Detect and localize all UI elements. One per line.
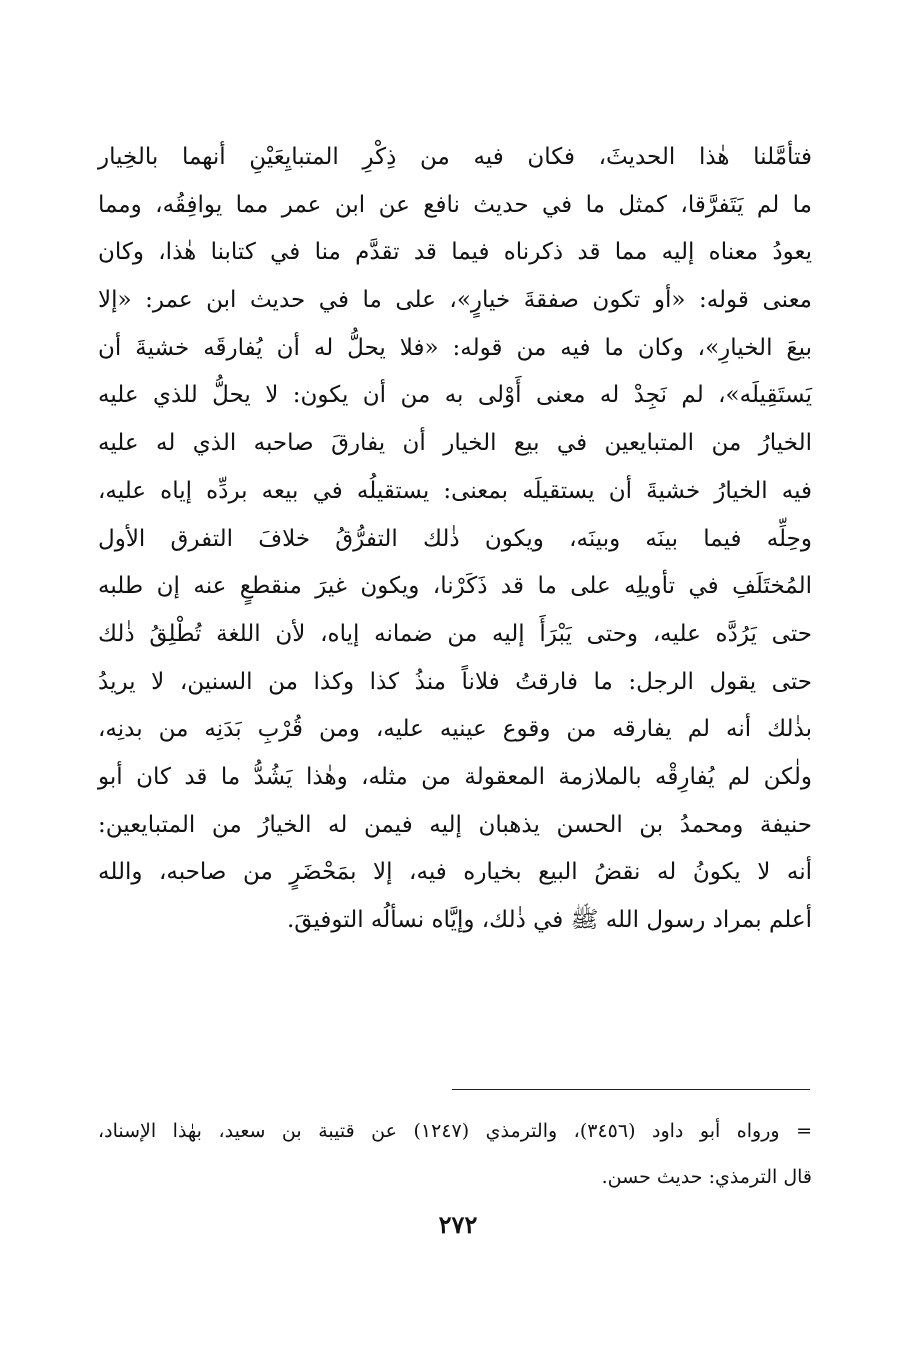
text-line: بيعَ الخيارِ»، وكان ما فيه من قوله: «فلا يحلُّ له أن يُفارقَه خشيةَ أن: [98, 334, 812, 361]
text-line: حتى يقول الرجل: ما فارقتُ فلاناً منذُ كذا وكذا من السنين، لا يريدُ: [98, 668, 812, 695]
text-line: يعودُ معناه إليه مما قد ذكرناه فيما قد تقدَّم منا في كتابنا هٰذا، وكان: [98, 239, 812, 266]
text-line-last: أعلم بمراد رسول الله ﷺ في ذٰلك، وإيَّاه نسألُه التوفيقَ.: [286, 907, 812, 933]
text-line: فتأمَّلنا هٰذا الحديثَ، فكان فيه من ذِكْرِ المتبايِعَيْنِ أنهما بالخِيار: [98, 144, 812, 170]
text-line: بذٰلك أنه لم يفارقه من وقوع عينيه عليه، ومن قُرْبِ بَدَنِه من بدنِه،: [98, 716, 812, 743]
text-line: المُختَلَفِ في تأويلِه على ما قد ذَكَرْنا، ويكون غيرَ منقطعٍ عنه إن طلبه: [98, 573, 812, 600]
text-line: حتى يَرُدَّه عليه، وحتى يَبْرَأَ إليه من ضمانه إياه، لأن اللغة تُطْلِقُ ذٰلك: [98, 620, 812, 647]
text-line: يَستَقِيلَه»، لم نَجِدْ له معنى أَوْلى به من أن يكون: لا يحلُّ للذي عليه: [98, 382, 812, 409]
footnote-line: = ورواه أبو داود (٣٤٥٦)، والترمذي (١٢٤٧) عن قتيبة بن سعيد، بهٰذا الإسناد،: [98, 1120, 812, 1142]
text-line: معنى قوله: «أو تكون صفقةَ خيارٍ»، على ما في حديث ابن عمر: «إلا: [98, 287, 812, 314]
main-text-block: [98, 134, 812, 945]
text-line: الخيارُ من المتبايعين في بيع الخيار أن يفارقَ صاحبه الذي له عليه: [98, 430, 812, 457]
text-line: أنه لا يكونُ له نقضُ البيع بخياره فيه، إلا بمَحْضَرٍ من صاحبه، والله: [98, 859, 812, 886]
text-line: حنيفة ومحمدُ بن الحسن يذهبان إليه فيمن له الخيارُ من المتبايعين:: [98, 811, 812, 838]
text-line: فيه الخيارُ خشيةَ أن يستقيلَه بمعنى: يستقيلُه في بيعه بردِّه إياه عليه،: [98, 477, 812, 504]
page-number: ٢٧٢: [438, 1210, 478, 1239]
footnote-separator: [452, 1089, 810, 1090]
footnotes-block: [98, 1108, 812, 1200]
text-line: وحِلِّه فيما بينَه وبينَه، ويكون ذٰلك التفرُّقُ خلافَ التفرق الأول: [98, 525, 812, 552]
text-line: ولٰكن لم يُفارِقْه بالملازمة المعقولة من مثله، وهٰذا يَشُدُّ ما قد كان أبو: [98, 763, 812, 790]
text-line: ما لم يَتَفرَّقا، كمثل ما في حديث نافع عن ابن عمر مما يوافِقُه، ومما: [98, 191, 812, 218]
footnote-line-last: قال الترمذي: حديث حسن.: [601, 1166, 812, 1188]
